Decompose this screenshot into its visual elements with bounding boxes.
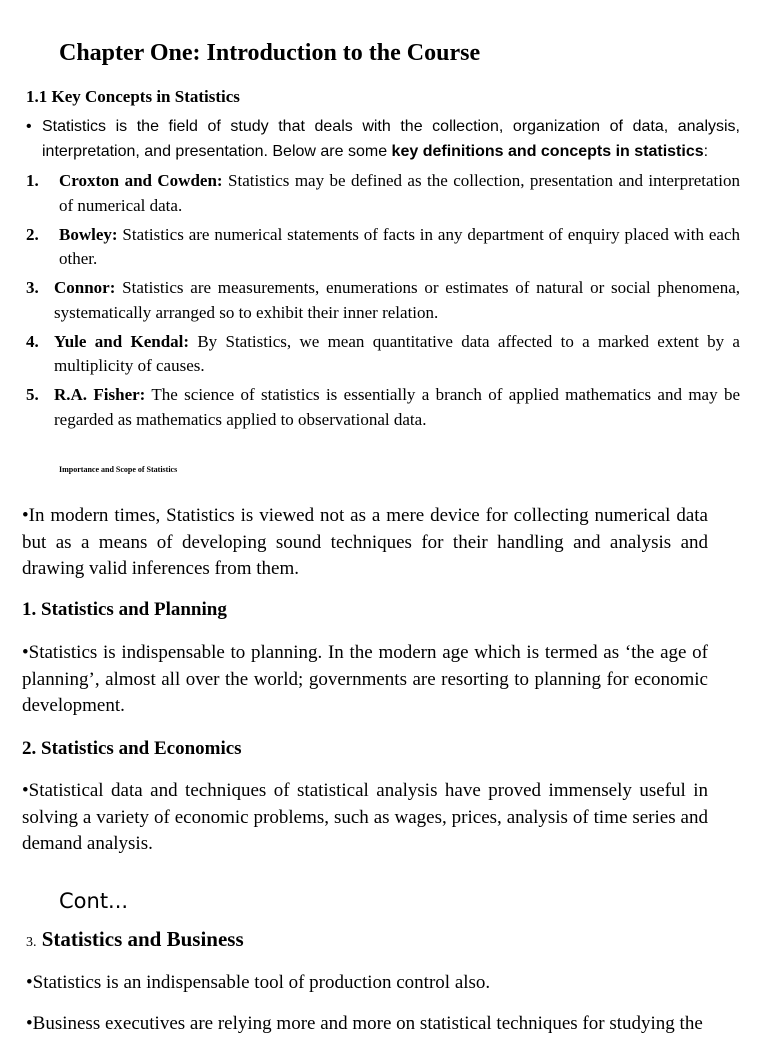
definition-text: Statistics are numerical statements of facts in any department of enquiry placed with each other. (59, 224, 740, 268)
intro-colon: : (703, 142, 709, 160)
section-heading-1-1: 1.1 Key Concepts in Statistics (26, 87, 240, 106)
definition-item (26, 223, 740, 272)
definition-item (26, 169, 740, 218)
definition-item (26, 330, 740, 379)
definition-number: 2. (26, 224, 39, 244)
definition-text: Statistics are measurements, enumerations or estimates of natural or social phenomena, systematically arranged so to exhibit their inner relation. (54, 278, 740, 322)
business-paragraph-2: •Business executives are relying more and more on statistical techniques for studying the (26, 1013, 703, 1034)
continued-label: Cont... (59, 889, 129, 913)
intro-paragraph (26, 115, 740, 164)
definition-item (26, 276, 740, 325)
planning-paragraph: •Statistics is indispensable to planning. In the modern age which is termed as ‘the age of planning’, almost all over the world; governments are resorting to planning for economic development. (22, 642, 708, 716)
definition-body (26, 223, 740, 272)
economics-heading: 2. Statistics and Economics (22, 738, 242, 759)
definition-text: The science of statistics is essentially a branch of applied mathematics and may be regarded as mathematics applied to observational data. (54, 385, 740, 429)
definition-number: 1. (26, 171, 39, 190)
definitions-list (26, 169, 740, 437)
intro-text: Statistics is the field of study that deals with the collection, organization of data, analysis, interpretation, and presentation. Below are some (42, 118, 740, 160)
definition-text: Statistics may be defined as the collection, presentation and interpretation of numerical data. (59, 171, 740, 215)
intro-bold: key definitions and concepts in statistics (391, 142, 704, 160)
business-heading-text: Statistics and Business (41, 927, 244, 951)
definition-body (26, 330, 740, 379)
definition-body (26, 383, 740, 432)
planning-heading: 1. Statistics and Planning (22, 599, 227, 620)
business-paragraph-1: •Statistics is an indispensable tool of production control also. (26, 972, 491, 993)
economics-paragraph: •Statistical data and techniques of statistical analysis have proved immensely useful in solving a variety of economic problems, such as wages, prices, analysis of time series and demand analysis. (22, 780, 708, 854)
definition-number: 4. (26, 331, 39, 351)
definition-body (26, 276, 740, 325)
business-heading (26, 927, 244, 952)
definition-author: R.A. Fisher: (54, 385, 146, 404)
definition-author: Bowley: (59, 224, 118, 244)
definition-author: Connor: (54, 278, 116, 297)
definition-number: 3. (26, 278, 39, 297)
definition-author: Yule and Kendal: (54, 331, 190, 351)
small-heading-importance-scope: Importance and Scope of Statistics (59, 465, 178, 474)
page-title: Chapter One: Introduction to the Course (59, 40, 481, 66)
definition-item (26, 383, 740, 432)
definition-text: By Statistics, we mean quantitative data affected to a marked extent by a multiplicity of causes. (54, 331, 740, 375)
modern-times-paragraph: •In modern times, Statistics is viewed not as a mere device for collecting numerical data but as a means of developing sound techniques for their handling and analysis and drawing valid inferences from them. (22, 505, 708, 579)
bullet: • (26, 118, 32, 135)
business-heading-number: 3. (26, 935, 37, 950)
definition-body (26, 169, 740, 218)
definition-number: 5. (26, 385, 39, 404)
definition-author: Croxton and Cowden: (59, 171, 223, 190)
